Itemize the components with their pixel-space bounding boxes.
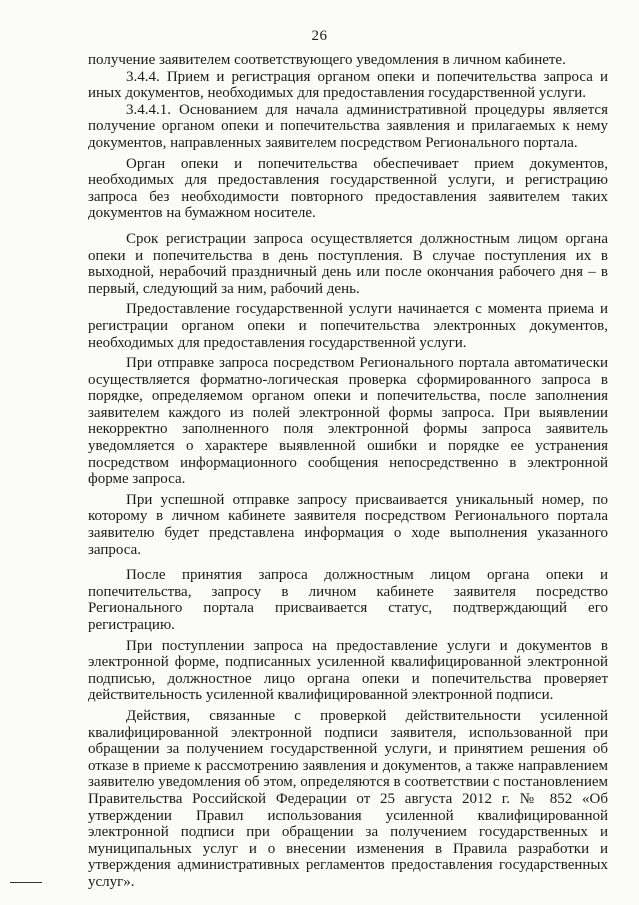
paragraph-registration-deadline: Срок регистрации запроса осуществляется должностным лицом органа опеки и попечительства в день поступления. В случае поступления их в выходной, нерабочий праздничный день или после окончания рабочего дня – в первый, следующий за ним, рабочий день. [88, 230, 608, 297]
paragraph-continuation: получение заявителем соответствующего уведомления в личном кабинете. [88, 52, 566, 68]
page-number: 26 [311, 28, 328, 44]
document-body [88, 52, 608, 891]
paragraph-section-3-4-4: 3.4.4. Прием и регистрация органом опеки и попечительства запроса и иных документов, необходимых для предоставления государственной услуги. [88, 68, 608, 102]
footnote-separator [10, 882, 42, 883]
paragraph-document-acceptance: Орган опеки и попечительства обеспечивает прием документов, необходимых для предоставления государственной услуги, и регистрацию запроса без необходимости повторного предоставления заявителем таких документов на бумажном носителе. [88, 155, 608, 222]
paragraph-section-3-4-4-1: 3.4.4.1. Основанием для начала административной процедуры является получение органом опеки и попечительства заявления и прилагаемых к нему документов, направленных заявителем посредством Регионального портала. [88, 101, 608, 151]
paragraph-signature-actions: Действия, связанные с проверкой действительности усиленной квалифицированной электронной подписи заявителя, использованной при обращении за получением государственной услуги, и принятием решения об отказе в приеме к рассмотрению заявления и документов, а также направлением заявителю уведомления об этом, определяются в соответствии с постановлением Правительства Российской Федерации от 25 августа 2012 г. № 852 «Об утверждении Правил использования усиленной квалифицированной электронной подписи при обращении за получением государственных и муниципальных услуг и о внесении изменения в Правила разработки и утверждения административных регламентов предоставления государственных услуг». [88, 707, 608, 890]
paragraph-signature-verification: При поступлении запроса на предоставление услуги и документов в электронной форме, подписанных усиленной квалифицированной электронной подписью, должностное лицо органа опеки и попечительства проверяет действительность усиленной квалифицированной электронной подписи. [88, 637, 608, 704]
paragraph-unique-number: При успешной отправке запросу присваивается уникальный номер, по которому в личном кабинете заявителя посредством Регионального портала заявителю будет представлена информация о ходе выполнения указанного запроса. [88, 491, 608, 558]
paragraph-service-start: Предоставление государственной услуги начинается с момента приема и регистрации органом опеки и попечительства электронных документов, необходимых для предоставления государственной услуги. [88, 301, 608, 351]
paragraph-registration-status: После принятия запроса должностным лицом органа опеки и попечительства, запросу в личном кабинете заявителя посредство Регионального портала присваивается статус, подтверждающий его регистрацию. [88, 567, 608, 633]
paragraph-format-check: При отправке запроса посредством Регионального портала автоматически осуществляется форматно-логическая проверка сформированного запроса в порядке, определяемом органом опеки и попечительства, после заполнения заявителем каждого из полей электронной формы запроса. При выявлении некорректно заполненного поля электронной формы запроса заявитель уведомляется о характере выявленной ошибки и порядке ее устранения посредством информационного сообщения непосредственно в электронной форме запроса. [88, 355, 608, 488]
